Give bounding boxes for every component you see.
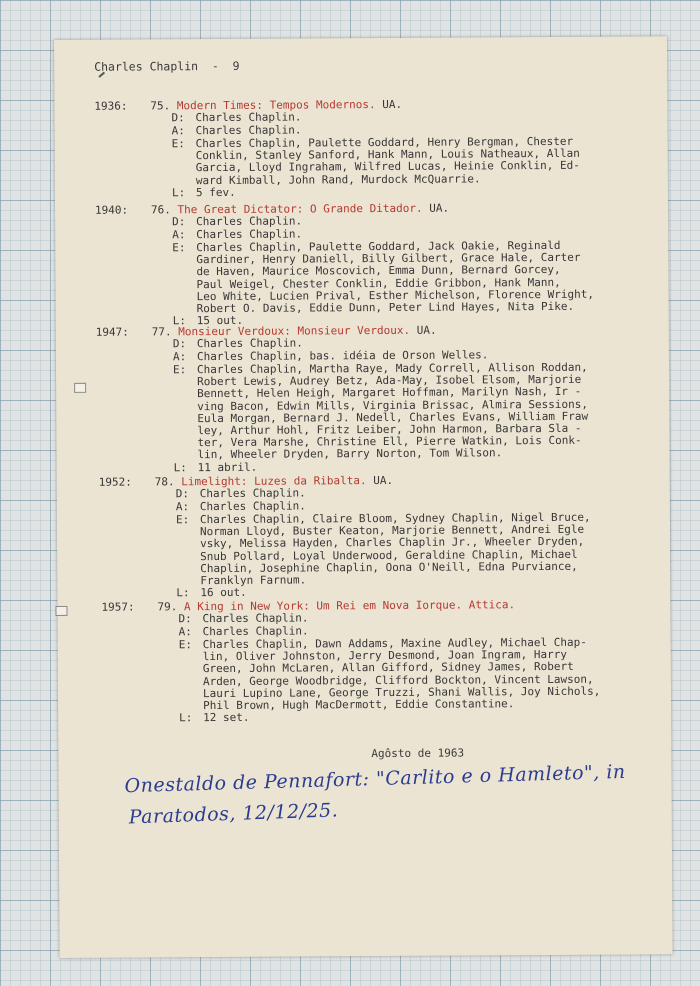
field-value: Charles Chaplin. [199, 486, 306, 501]
field-value: Charles Chaplin, Martha Raye, Mady Correll, Allison Roddan, Robert Lewis, Audrey Betz, Ada-May, Isobel Elsom, Marjorie Bennett, Helen Heigh, Margaret Hoffman, Marilyn Nash, Ir - ving Bacon, Edwin Mills, Virginia Brissac, Almira Sessions, Eula Morgan, Bernard J. Nedell, Charles Evans, William Fraw ley, Arthur Hohl, Fritz Leiber, John Harmon, Barbara Sla - ter, Vera Marshe, Christine Ell, Pierre Watkin, Lois Conk- lin, Wheeler Dryden, Barry Norton, Tom Wilson. [196, 360, 589, 462]
field-value: Charles Chaplin. [199, 499, 306, 514]
film-entry [99, 472, 640, 601]
entry-year: 1947: [95, 325, 129, 339]
entry-film-title: The Great Dictator: O Grande Ditador. [177, 201, 423, 217]
field-value: Charles Chaplin, Dawn Addams, Maxine Audley, Michael Chap- lin, Oliver Johnston, Jerry Desmond, Joan Ingram, Harry Green, John McLaren, Allan Gifford, Sidney James, Robert Arden, George Woodbridge, Clifford Bockton, Vincent Lawson, Lauri Lupino Lane, George Truzzi, Shani Wallis, Joy Nichols, Phil Brown, Hugh MacDermott, Eddie Constantine. [202, 635, 601, 713]
field-value: 5 fev. [195, 185, 236, 199]
field-label: A: [172, 350, 187, 364]
entry-field [95, 184, 635, 200]
film-entry [96, 322, 637, 475]
field-value: 16 out. [200, 586, 247, 600]
entry-film-title: Modern Times: Tempos Modernos. [176, 98, 376, 113]
document-page [54, 36, 673, 958]
film-entry [101, 597, 642, 726]
field-value: Charles Chaplin. [195, 110, 302, 125]
field-label: D: [172, 337, 187, 351]
entry-number: 77. [151, 325, 172, 339]
field-label: A: [171, 124, 185, 138]
field-label: E: [172, 241, 186, 255]
field-value: Charles Chaplin. [196, 227, 303, 242]
entry-year: 1940: [95, 203, 129, 217]
entry-number: 76. [151, 203, 171, 217]
entry-field [96, 361, 637, 462]
field-label: L: [179, 711, 193, 725]
field-value: Charles Chaplin. [195, 123, 302, 138]
field-value: Charles Chaplin, Paulette Goddard, Henry Bergman, Chester Conklin, Stanley Sanford, Hank Mann, Louis Natheaux, Allan Garcia, Lloyd Ingraham, Wilfred Lucas, Heinie Conklin, Ed- ward Kimball, John Rand, Murdock McQuarrie. [195, 134, 580, 187]
entry-film-title: Monsieur Verdoux: Monsieur Verdoux. [178, 323, 411, 339]
field-value: Charles Chaplin, Paulette Goddard, Jack Oakie, Reginald Gardiner, Henry Daniell, Billy Gilbert, Grace Hale, Carter de Haven, Maurice Moscovich, Emma Dunn, Bernard Gorcey, Paul Weigel, Chester Conklin, Eddie Gribbon, Hank Mann, Leo White, Lucien Prival, Esther Michelson, Florence Wright, Robert O. Davis, Eddie Dunn, Peter Lind Hayes, Nita Pike. [196, 238, 594, 316]
entry-distributor: UA. [375, 97, 403, 112]
entry-field [102, 636, 642, 713]
entry-distributor: UA. [366, 473, 394, 488]
field-value: Charles Chaplin. [202, 624, 309, 639]
handwritten-note-line2: Paratodos, 12/12/25. [128, 799, 339, 829]
field-value: Charles Chaplin, bas. idéia de Orson Welles. [196, 348, 489, 364]
entry-film-title: A King in New York: Um Rei em Nova Iorque. Attica. [183, 598, 516, 614]
tab-marker [55, 606, 67, 616]
field-label: E: [172, 363, 187, 377]
field-value: Charles Chaplin. [196, 214, 303, 229]
field-value: Charles Chaplin. [202, 611, 309, 626]
field-label: L: [173, 460, 187, 474]
entry-number: 79. [157, 600, 178, 614]
field-value: Charles Chaplin, Claire Bloom, Sydney Chaplin, Nigel Bruce, Norman Lloyd, Buster Keaton, Marjorie Bennett, Andrei Egle vsky, Melissa Hayden, Charles Chaplin Jr., Wheeler Dryden, Snub Pollard, Loyal Underwood, Geraldine Chaplin, Michael Chaplin, Josephine Chaplin, Oona O'Neill, Edna Purviance, Franklyn Farnum. [199, 510, 591, 588]
field-label: D: [172, 215, 186, 229]
entry-distributor: UA. [410, 323, 437, 337]
field-label: L: [172, 314, 187, 328]
field-label: A: [175, 500, 190, 514]
field-label: D: [175, 487, 190, 501]
field-value: 11 abril. [197, 460, 258, 474]
field-label: L: [171, 186, 186, 200]
field-value: 15 out. [196, 314, 244, 328]
entry-number: 78. [154, 475, 175, 489]
film-entry [95, 200, 636, 329]
tab-marker [74, 383, 86, 393]
field-label: L: [176, 586, 190, 600]
field-label: E: [175, 513, 190, 527]
date-line: Agôsto de 1963 [371, 746, 465, 761]
field-label: E: [171, 137, 185, 151]
entry-field [95, 239, 635, 316]
entry-year: 1952: [98, 475, 132, 489]
entry-distributor: UA. [422, 201, 450, 215]
field-value: 12 set. [203, 711, 250, 725]
field-label: A: [178, 625, 192, 639]
field-label: A: [172, 228, 186, 242]
field-label: D: [171, 111, 185, 125]
entry-year: 1957: [101, 600, 135, 614]
entry-field [102, 710, 642, 726]
page-header: Charles Chaplin - 9 [94, 58, 240, 74]
entry-field [95, 135, 635, 187]
entry-number: 75. [150, 99, 171, 113]
field-label: D: [178, 612, 192, 626]
field-label: E: [178, 638, 192, 652]
entry-film-title: Limelight: Luzes da Ribalta. [181, 474, 367, 489]
entry-field [99, 511, 639, 588]
entry-year: 1936: [94, 99, 128, 113]
film-entry [94, 96, 635, 200]
field-value: Charles Chaplin. [196, 336, 303, 351]
handwritten-note-line1: Onestaldo de Pennafort: "Carlito e o Hamleto", in [124, 760, 626, 798]
